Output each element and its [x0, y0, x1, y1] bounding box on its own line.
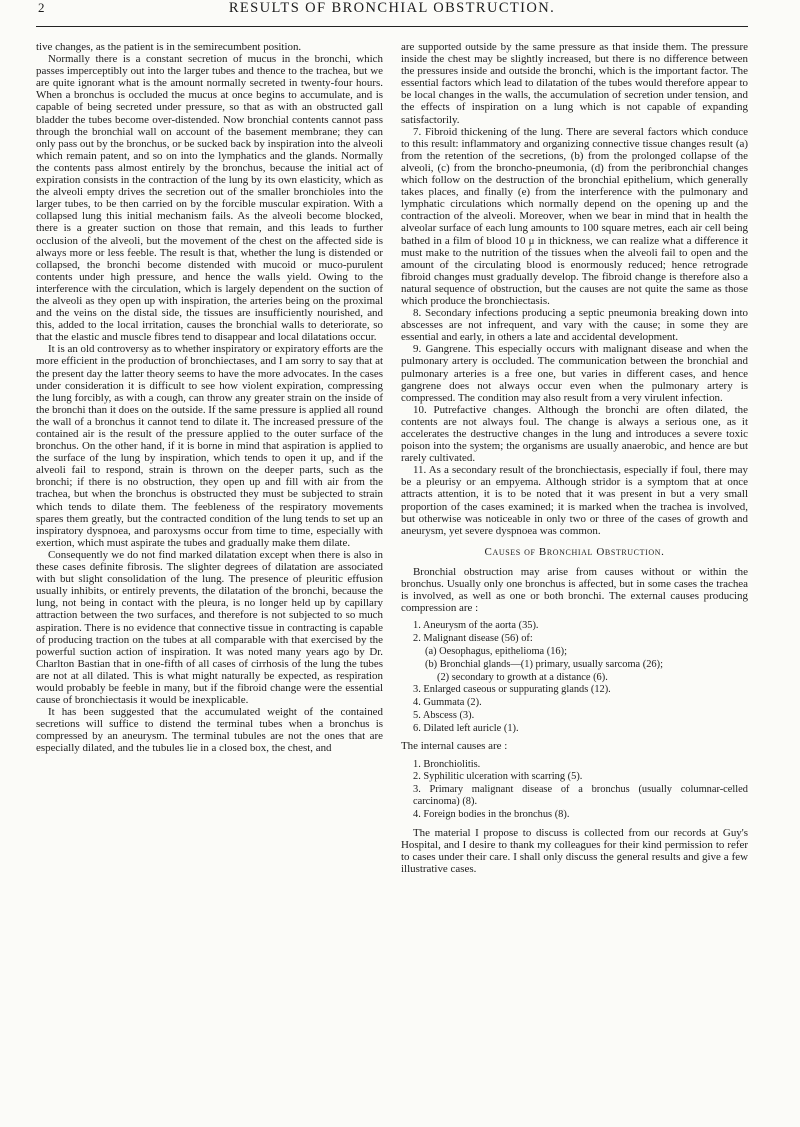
numbered-paragraph-7: 7. Fibroid thickening of the lung. There are several factors which conduce to this result: inflammatory and organizing connective tissue changes result (a) from the retention of the secretions, (b) from the prolonged collapse of the alveoli, (c) from the broncho-pneumonia, (d) from the peribronchial changes which follow on the destruction of the bronchial epithelium, which generally takes places, and finally (e) from the interference with the pulmonary and lymphatic circulations which normally depend on the opening up and the contraction of the alveoli. Moreover, when we bear in mind that in health the alveolar surface of each lung amounts to 100 square metres, each air cell being bathed in a film of blood 10 μ in thickness, we can realize what a difference it must make to the nutrition of the tissues when the alveoli fail to open and the amount of the circulating blood is enormously reduced; hence retrograde fibroid changes must gradually develop. The fibroid change is therefore also a natural sequence of obstruction, but the causes are not quite the same as those which produce the bronchiectasis. [401, 125, 748, 307]
internal-causes-list [401, 759, 748, 821]
list-item: 2. Syphilitic ulceration with scarring (5). [413, 771, 583, 783]
list-item: 1. Bronchiolitis. [413, 758, 481, 770]
paragraph: Normally there is a constant secretion of mucus in the bronchi, which passes imperceptibly out into the larger tubes and thence to the trachea, but we are quite ignorant what is the amount normally secreted in twenty-four hours. When a bronchus is occluded the mucus at once begins to accumulate, and is capable of being secreted under pressure, so that as with an obstructed gall bladder the tubes become over-distended. Now bronchial contents cannot pass through the bronchial wall on account of the basement membrane; they can only pass out by the bronchus, or be sucked back by inspiration into the alveoli which remain patent, and so on into the lymphatics and the glands. Normally the contents pass almost entirely by the bronchus, because the initial act of expiration consists in the contraction of the lung by its own elasticity, which as the alveoli empty drives the secretion out of the smaller bronchioles into the larger tubes, to be then carried on by the forcible muscular expiration. With a collapsed lung this initial mechanism fails. As the alveoli become blocked, there is a greater suction on those that remain, and this leads to further occlusion of the alveoli, but the movement of the chest on the affected side is always more or less feeble. The result is that, whether the lung is distended or collapsed, the bronchi become distended with mucoid or muco-purulent contents under high pressure, and hence the walls yield. Owing to the interference with the circulation, which is largely dependent on the suction of the alveoli as they open up with inspiration, the arteries being on the proximal and the veins on the distal side, the tissues are insufficiently nourished, and this, added to the local irritation, causes the bronchial walls to deteriorate, so that the elastic and muscle fibres tend to disappear and local dilatations occur. [36, 53, 383, 344]
numbered-paragraph-11: 11. As a secondary result of the bronchiectasis, especially if foul, there may be a pleurisy or an empyema. Although stridor is a symptom that at once attracts attention, it is to be noted that it was present in but a very small proportion of the cases examined; it is marked when the trachea is involved, but otherwise was noticeable in only two or three of the cases of growth and aneurysm, yet severe dyspnoea was common. [401, 464, 748, 537]
page-number: 2 [38, 0, 46, 15]
paragraph: The material I propose to discuss is collected from our records at Guy's Hospital, and I desire to thank my colleagues for their kind permission to refer to cases under their care. I shall only discuss the general results and give a few illustrative cases. [401, 826, 748, 875]
list-item: 6. Dilated left auricle (1). [413, 722, 519, 734]
paragraph: It has been suggested that the accumulated weight of the contained secretions will suffice to distend the terminal tubes when a bronchus is compressed by an aneurysm. The terminal tubules are not the ones that are especially dilated, and the tubules lie in a closed box, the chest, and [36, 706, 383, 755]
paragraph: Consequently we do not find marked dilatation except when there is also in these cases definite fibrosis. The slighter degrees of dilatation are associated with but slight consolidation of the lung. The presence of pleuritic effusion usually inhibits, or entirely prevents, the dilatation of the bronchi, because the lung, not being in contact with the pleura, is no longer held up by capillary attraction between the two surfaces, and therefore is not subjected to so much aspiration. There is no evidence that connective tissue in contracting is capable of producing traction on the tubes at all comparable with that exercised by the powerful suction action of inspiration. It was noted many years ago by Dr. Charlton Bastian that in one-fifth of all cases of cirrhosis of the lung the tubes are not at all dilated. This is what might naturally be expected, as respiration would probably be feeble in many, but if the fibroid change were the essential cause of bronchiectasis it would be inexplicable. [36, 548, 383, 707]
numbered-paragraph-10: 10. Putrefactive changes. Although the bronchi are often dilated, the contents are not always foul. The change is always a serious one, as it accelerates the destructive changes in the lung and introduces a severe toxic poison into the system; the organisms are usually anaerobic, and hence are but rarely cultivated. [401, 403, 748, 465]
list-item: 4. Gummata (2). [413, 697, 482, 709]
list-item: 3. Primary malignant disease of a bronchus (usually columnar-celled carcinoma) (8). [413, 784, 748, 807]
header-rule [36, 26, 748, 27]
paragraph: It is an old controversy as to whether inspiratory or expiratory efforts are the more efficient in the production of bronchiectases, and I am sorry to say that at the present day the latter theory seems to have the more advocates. In the cases under consideration it is difficult to see how violent expiration, compressing the lung forcibly, as with a cough, can throw any greater strain on the inside of the bronchi than it does on the outside. If the same pressure is applied all round the wall of a bronchus it cannot tend to dilate it. The increased pressure of the contained air is the result of the pressure applied to the outer surface of the bronchus. On the other hand, if it is borne in mind that aspiration is applied to the surface of the lung by inspiration, which tends to open it up, and if the alveoli fail to respond, strain is thrown on the deeper parts, such as the bronchi; if there is no obstruction, they open up and fill with air from the trachea, but when the bronchus is obstructed they must be subjected to strain which tends to dilate them. The feebleness of the respiratory movements spares them greatly, but the contracted condition of the lung tends to set up an inspiratory dyspnoea, and paroxysms occur from time to time, especially with exertion, which must aspirate the tubes and gradually make them dilate. [36, 343, 383, 549]
numbered-paragraph-8: 8. Secondary infections producing a septic pneumonia breaking down into abscesses are not infrequent, and vary with the cause; in some they are essential and early, in others a late and accidental development. [401, 307, 748, 344]
list-item: (a) Oesophagus, epithelioma (16); [425, 645, 567, 657]
running-head [36, 0, 748, 24]
list-item: 1. Aneurysm of the aorta (35). [413, 620, 539, 632]
right-column [401, 41, 748, 875]
two-column-body [36, 41, 748, 875]
paragraph: Bronchial obstruction may arise from causes without or within the bronchus. Usually only one bronchus is affected, but in some cases the trachea is involved, as well as one or both bronchi. The external causes producing compression are : [401, 565, 748, 615]
numbered-paragraph-9: 9. Gangrene. This especially occurs with malignant disease and when the pulmonary artery is occluded. The communication between the bronchial and pulmonary arteries is a free one, but varies in different cases, and hence gangrene does not always occur even when the pulmonary artery is compressed. The condition may also result from a very virulent infection. [401, 343, 748, 404]
list-item: (2) secondary to growth at a distance (6). [437, 671, 608, 683]
list-item: 5. Abscess (3). [413, 709, 475, 721]
list-item: (b) Bronchial glands—(1) primary, usually sarcoma (26); [425, 658, 663, 670]
section-heading: Causes of Bronchial Obstruction. [484, 545, 665, 558]
external-causes-list [401, 620, 748, 734]
paragraph: are supported outside by the same pressure as that inside them. The pressure inside the chest may be slightly increased, but there is no difference between the pressures inside and outside the bronchi, which is the important factor. The essential factors which lead to dilatation of the tubes would therefore appear to be local changes in the walls, the accumulation of secretion under tension, and the effects of inspiration on a lung which is not capable of expanding satisfactorily. [401, 41, 748, 126]
left-column [36, 41, 383, 755]
paragraph: The internal causes are : [401, 740, 508, 753]
list-item: 2. Malignant disease (56) of: [413, 633, 533, 645]
list-item: 4. Foreign bodies in the bronchus (8). [413, 808, 570, 820]
running-title: RESULTS OF BRONCHIAL OBSTRUCTION. [228, 0, 556, 16]
list-item: 3. Enlarged caseous or suppurating glands (12). [413, 684, 611, 696]
paragraph: tive changes, as the patient is in the semirecumbent position. [36, 41, 302, 53]
